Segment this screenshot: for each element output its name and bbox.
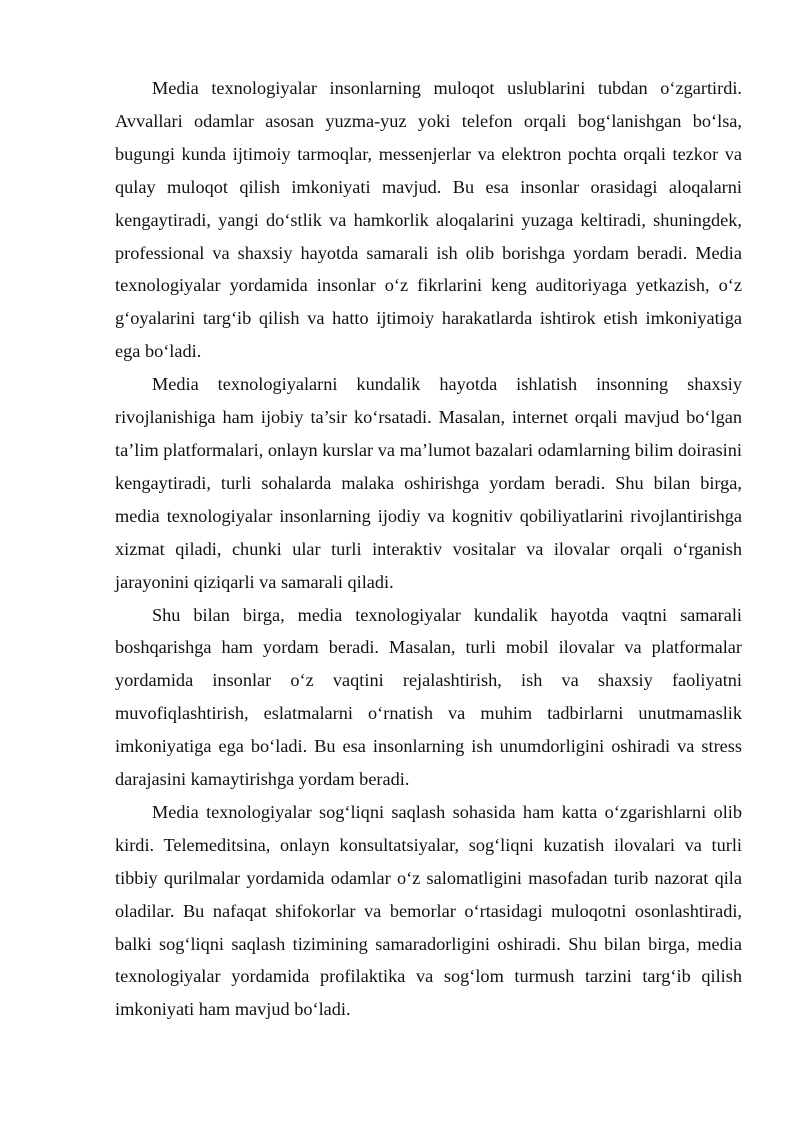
document-page [115,72,742,1026]
paragraph-personal-development: Media texnologiyalarni kundalik hayotda ishlatish insonning shaxsiy rivojlanishiga ham ijobiy ta’sir ko‘rsatadi. Masalan, internet orqali mavjud bo‘lgan ta’lim platformalari, onlayn kurslar va ma’lumot bazalari odamlarning bilim doirasini kengaytiradi, turli sohalarda malaka oshirishga yordam beradi. Shu bilan birga, media texnologiyalar insonlarning ijodiy va kognitiv qobiliyatlarini rivojlantirishga xizmat qiladi, chunki ular turli interaktiv vositalar va ilovalar orqali o‘rganish jarayonini qiziqarli va samarali qiladi. [115,374,742,592]
paragraph-communication: Media texnologiyalar insonlarning muloqot uslublarini tubdan o‘zgartirdi. Avvallari odamlar asosan yuzma-yuz yoki telefon orqali bog‘lanishgan bo‘lsa, bugungi kunda ijtimoiy tarmoqlar, messenjerlar va elektron pochta orqali tezkor va qulay muloqot qilish imkoniyati mavjud. Bu esa insonlar orasidagi aloqalarni kengaytiradi, yangi do‘stlik va hamkorlik aloqalarini yuzaga keltiradi, shuningdek, professional va shaxsiy hayotda samarali ish olib borishga yordam beradi. Media texnologiyalar yordamida insonlar o‘z fikrlarini keng auditoriyaga yetkazish, o‘z g‘oyalarini targ‘ib qilish va hatto ijtimoiy harakatlarda ishtirok etish imkoniyatiga ega bo‘ladi. [115,78,742,362]
paragraph-time-management: Shu bilan birga, media texnologiyalar kundalik hayotda vaqtni samarali boshqarishga ham yordam beradi. Masalan, turli mobil ilovalar va platformalar yordamida insonlar o‘z vaqtini rejalashtirish, ish va shaxsiy faoliyatni muvofiqlashtirish, eslatmalarni o‘rnatish va muhim tadbirlarni unutmamaslik imkoniyatiga ega bo‘ladi. Bu esa insonlarning ish unumdorligini oshiradi va stress darajasini kamaytirishga yordam beradi. [115,604,742,790]
paragraph-healthcare: Media texnologiyalar sog‘liqni saqlash sohasida ham katta o‘zgarishlarni olib kirdi. Telemeditsina, onlayn konsultatsiyalar, sog‘liqni kuzatish ilovalari va turli tibbiy qurilmalar yordamida odamlar o‘z salomatligini masofadan turib nazorat qila oladilar. Bu nafaqat shifokorlar va bemorlar o‘rtasidagi muloqotni osonlashtiradi, balki sog‘liqni saqlash tizimining samaradorligini oshiradi. Shu bilan birga, media texnologiyalar yordamida profilaktika va sog‘lom turmush tarzini targ‘ib qilish imkoniyati ham mavjud bo‘ladi. [115,801,742,1020]
